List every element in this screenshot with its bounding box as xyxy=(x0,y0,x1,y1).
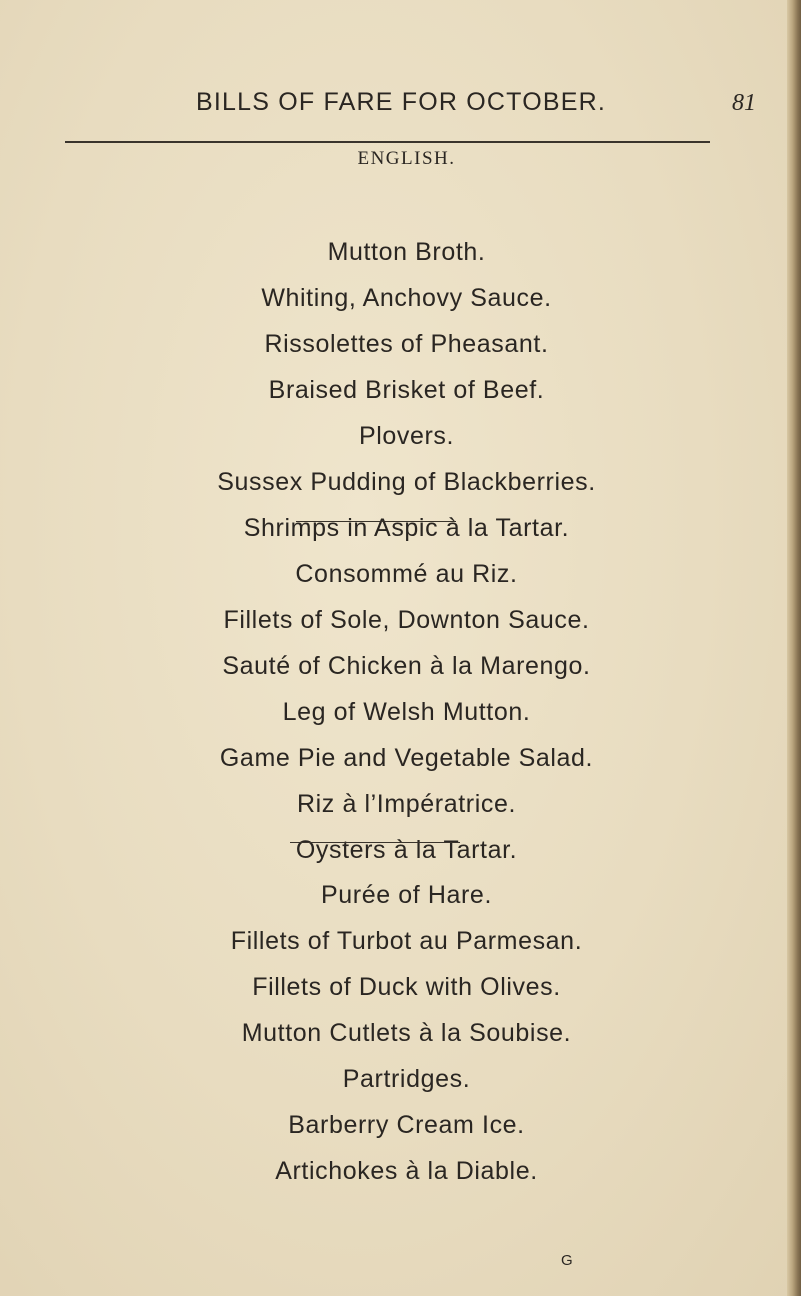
menu-item: Purée of Hare. xyxy=(321,881,492,909)
section-divider xyxy=(296,521,456,522)
menu-item: Riz à l’Impératrice. xyxy=(297,790,516,818)
menu-item: Mutton Broth. xyxy=(327,238,486,266)
menu-item: Rissolettes of Pheasant. xyxy=(264,330,549,358)
menu-item: Partridges. xyxy=(342,1065,471,1093)
running-header xyxy=(196,88,790,124)
menu-item: Plovers. xyxy=(358,422,455,450)
page-number: 81 xyxy=(732,90,756,116)
menu-item: Oysters à la Tartar. xyxy=(295,836,518,864)
page-edge xyxy=(787,0,801,1296)
menu-item: Whiting, Anchovy Sauce. xyxy=(261,284,552,312)
menu-item: Fillets of Duck with Olives. xyxy=(252,973,561,1001)
section-divider xyxy=(290,842,460,843)
menu-item: Leg of Welsh Mutton. xyxy=(282,698,531,726)
header-rule xyxy=(65,141,710,143)
menu-item: Sauté of Chicken à la Marengo. xyxy=(222,652,591,680)
menu-item: Consommé au Riz. xyxy=(295,560,518,588)
menu-item: Artichokes à la Diable. xyxy=(275,1157,538,1185)
bill-of-fare-1 xyxy=(0,229,801,551)
menu-item: Braised Brisket of Beef. xyxy=(268,376,545,404)
menu-item: Game Pie and Vegetable Salad. xyxy=(219,744,594,772)
menu-item: Shrimps in Aspic à la Tartar. xyxy=(243,514,570,542)
running-title: BILLS OF FARE FOR OCTOBER. xyxy=(196,88,606,116)
menu-item: Mutton Cutlets à la Soubise. xyxy=(241,1019,572,1047)
section-heading: ENGLISH. xyxy=(357,148,456,169)
menu-item: Barberry Cream Ice. xyxy=(288,1111,525,1139)
menu-item: Fillets of Sole, Downton Sauce. xyxy=(223,606,590,634)
bill-of-fare-2 xyxy=(0,551,801,873)
signature-mark: G xyxy=(561,1252,573,1269)
bill-of-fare-3 xyxy=(0,872,801,1194)
menu-item: Sussex Pudding of Blackberries. xyxy=(217,468,596,496)
menu-item: Fillets of Turbot au Parmesan. xyxy=(230,927,583,955)
